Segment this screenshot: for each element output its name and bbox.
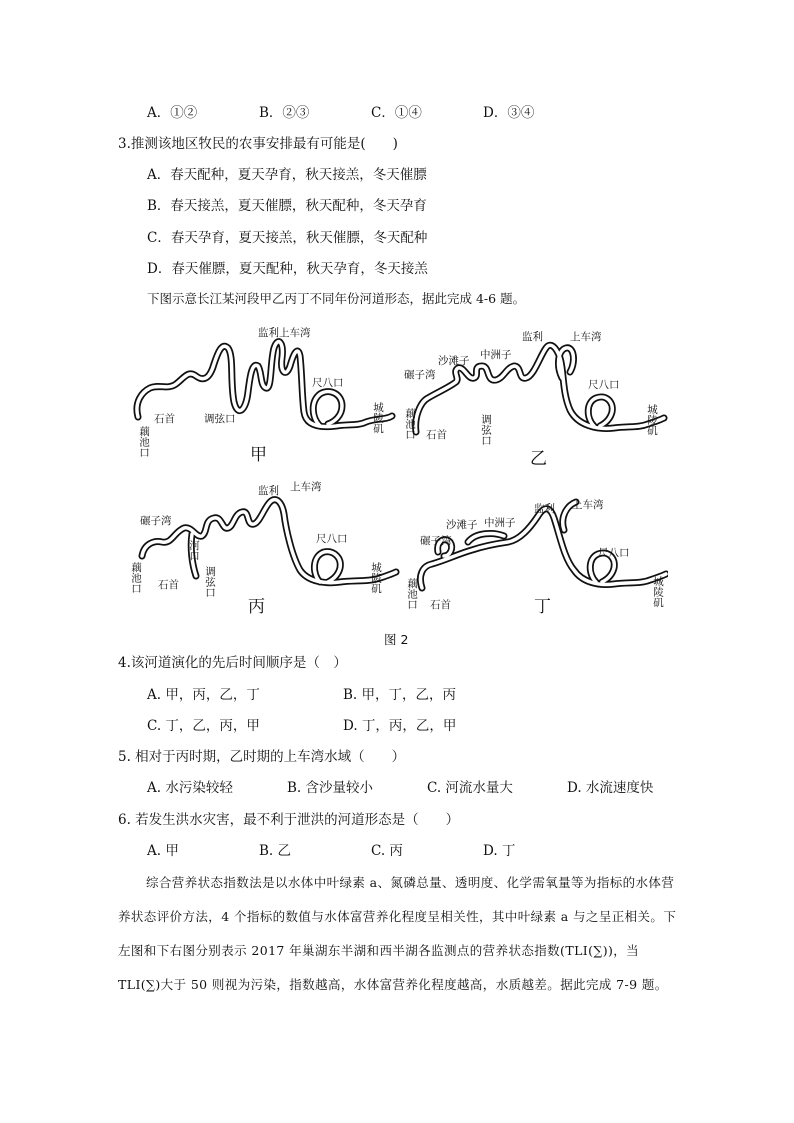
- label-shatanzi: 沙滩子: [438, 355, 470, 367]
- map-bing: [130, 478, 400, 626]
- label-shangchewan: 上车湾: [290, 481, 322, 493]
- label-tiaoxiankou: 调弦口: [204, 413, 236, 425]
- label-shangchewan: 上车湾: [570, 331, 602, 343]
- label-ouchikou: 藕池口: [406, 578, 418, 610]
- q2-option-d: D．③④: [483, 105, 535, 121]
- map-jia: [130, 322, 400, 470]
- label-chibakou: 尺八口: [316, 533, 348, 545]
- intro-7-9: 综合营养状态指数法是以水体中叶绿素 a、氮磷总量、透明度、化学需氧量等为指标的水体营养状态评价方法，4 个指标的数值与水体富营养化程度呈相关性，其中叶绿素 a 与之呈正相关。下左图和下右图分别表示 2017 年巢湖东半湖和西半湖各监测点的营养状态指数(TLI(∑))，当 TLI(∑)大于 50 则视为污染，指数越高，水体富营养化程度越高，水质越差。据此完成 7-9 题。: [118, 875, 677, 992]
- q6-option-c: C. 丙: [371, 843, 403, 859]
- q4-option-d: D. 丁，丙，乙，甲: [343, 718, 457, 734]
- q3-option-d: D．春天催膘，夏天配种，秋天孕育，冬天接羔: [147, 261, 428, 277]
- q3-option-b: B．春天接羔，夏天催膘，秋天配种，冬天孕育: [147, 198, 427, 214]
- label-zhongzhouzi: 中洲子: [484, 517, 516, 529]
- label-ouchikou: 藕池口: [130, 562, 142, 594]
- label-shishou: 石首: [158, 579, 179, 591]
- label-shishou: 石首: [430, 599, 451, 611]
- q2-option-a: A．①②: [147, 105, 198, 121]
- label-tiaoxiankou: 调弦口: [204, 566, 216, 598]
- label-zhongzhouzi: 中洲子: [480, 349, 512, 361]
- figure-caption: 图 2: [384, 632, 409, 647]
- label-chibakou: 尺八口: [598, 547, 630, 559]
- q2-option-c: C．①④: [371, 105, 422, 121]
- q4-stem: 4.该河道演化的先后时间顺序是（ ）: [118, 655, 347, 671]
- q5-option-a: A. 水污染较轻: [147, 780, 233, 796]
- q5-option-b: B. 含沙量较小: [287, 780, 374, 796]
- q3-option-c: C．春天孕育，夏天接羔，秋天催膘，冬天配种: [147, 230, 428, 246]
- q3-stem: 3.推测该地区牧民的农事安排最有可能是( ): [118, 136, 398, 152]
- label-chenglingji: 城陵矶: [646, 404, 658, 436]
- label-shangchewan: 上车湾: [572, 499, 604, 511]
- q6-option-d: D. 丁: [483, 843, 516, 859]
- label-chenglingji: 城陵矶: [370, 562, 382, 594]
- q3-option-a: A．春天配种，夏天孕育，秋天接羔，冬天催膘: [147, 167, 427, 183]
- label-ouchikou: 藕池口: [404, 408, 416, 440]
- label-chenglingji: 城陵矶: [652, 576, 664, 608]
- label-shishou: 石首: [426, 429, 447, 441]
- q4-option-b: B. 甲，丁，乙，丙: [343, 687, 457, 703]
- label-chibakou: 尺八口: [588, 379, 620, 391]
- intro-4-6: 下图示意长江某河段甲乙丙丁不同年份河道形态，据此完成 4-6 题。: [147, 291, 526, 306]
- label-jianli-shangchewan: 监利上车湾: [258, 327, 311, 339]
- q4-option-c: C. 丁，乙，丙，甲: [147, 718, 260, 734]
- q4-option-a: A. 甲，丙，乙，丁: [147, 687, 260, 703]
- map-title-jia: 甲: [250, 445, 267, 465]
- map-ding: [398, 478, 668, 626]
- label-bizi-wan: 碾子湾: [420, 535, 452, 547]
- q6-option-b: B. 乙: [259, 843, 292, 859]
- q6-option-a: A. 甲: [147, 843, 179, 859]
- label-bizi-wan: 碾子湾: [404, 369, 436, 381]
- map-yi: [398, 322, 668, 470]
- label-jianli: 监利: [522, 331, 543, 343]
- map-title-yi: 乙: [530, 449, 547, 469]
- q5-option-d: D. 水流速度快: [567, 780, 654, 796]
- map-title-bing: 丙: [248, 597, 265, 617]
- label-shishou: 石首: [154, 413, 175, 425]
- q2-option-b: B．②③: [259, 105, 310, 121]
- label-shatanzi: 沙滩子: [446, 519, 478, 531]
- label-hekou: 河口: [188, 540, 200, 561]
- label-chenglingji: 城陵矶: [372, 402, 384, 434]
- label-bizi-wan: 碾子湾: [140, 515, 172, 527]
- map-title-ding: 丁: [534, 597, 551, 617]
- label-ouchikou: 藕池口: [138, 426, 150, 458]
- q6-stem: 6. 若发生洪水灾害，最不利于泄洪的河道形态是（ ）: [118, 812, 460, 828]
- q5-option-c: C. 河流水量大: [427, 780, 513, 796]
- label-tiaoxiankou: 调弦口: [480, 414, 492, 446]
- label-chibakou: 尺八口: [312, 377, 344, 389]
- q5-stem: 5. 相对于丙时期，乙时期的上车湾水域（ ）: [118, 749, 406, 765]
- label-jianli: 监利: [258, 485, 279, 497]
- label-jianli: 监利: [534, 503, 555, 515]
